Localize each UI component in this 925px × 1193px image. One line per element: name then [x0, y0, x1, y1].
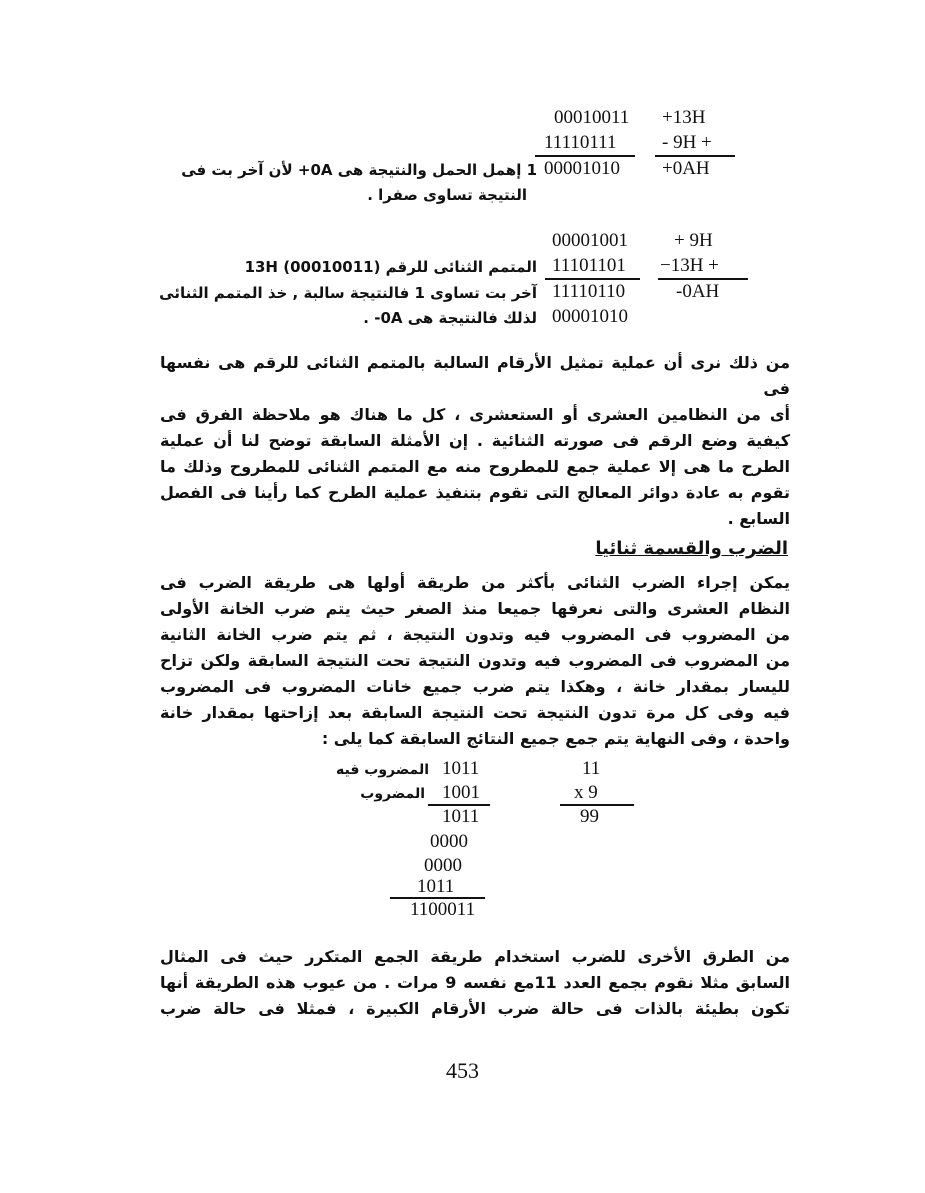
ex1-row2-hex: - 9H + — [662, 132, 712, 153]
paragraph-binary-multiplication: يمكن إجراء الضرب الثنائى بأكثر من طريقة أولها هى طريقة الضرب فى النظام العشرى والتى نعرفها جميعا منذ الصغر حيث يتم ضرب الخانة الأولى من المضروب فى المضروب فيه وتدون النتيجة ، ثم يتم ضرب الخانة الثانية من المضروب فى المضروب فيه وتدون النتيجة تحت النتيجة السابقة ولكن تزاح لليسار بمقدار خانة ، وهكذا يتم ضرب جميع خانات المضروب فى المضروب فيه وفى كل مرة تدون النتيجة تحت النتيجة السابقة بعد إزاحتها بمقدار خانة واحدة ، وفى النهاية يتم جمع جميع النتائج السابقة كما يلى : — [160, 573, 790, 748]
ex2-row1-hex: + 9H — [674, 230, 713, 251]
mult-binary-top: 1011 — [442, 758, 480, 779]
ex2-row3-note: آخر بت تساوى 1 فالنتيجة سالبة , خذ المتمم الثنائى — [159, 284, 537, 302]
section-heading: الضرب والقسمة ثنائيا — [595, 538, 788, 559]
mult-binary-result: 1100011 — [410, 899, 476, 920]
paragraph-repeated-addition: من الطرق الأخرى للضرب استخدام طريقة الجمع المتكرر حيث فى المثال السابق مثلا نقوم بجمع العدد 11مع نفسه 9 مرات . من عيوب هذه الطريقة أنها تكون بطيئة بالذات فى حالة ضرب الأرقام الكبيرة ، فمثلا فى حالة ضرب — [160, 947, 791, 1018]
ex2-row2-hex: −13H + — [660, 255, 719, 276]
ex2-row1-binary: 00001001 — [552, 230, 628, 251]
ex1-row1-hex: +13H — [662, 107, 706, 128]
mult-decimal-result: 99 — [580, 806, 599, 827]
mult-binary-multiplier: 1001 — [442, 782, 480, 803]
ex2-row3-hex: -0AH — [676, 281, 720, 302]
mult-partial-2: 0000 — [430, 831, 468, 852]
page-number: 453 — [446, 1058, 479, 1083]
mult-binary-multiplier-label: المضروب — [360, 786, 425, 802]
mult-binary-top-label: المضروب فيه — [336, 762, 429, 778]
ex2-row2-note: المتمم الثنائى للرقم 13H (00010011) — [244, 258, 537, 276]
ex1-note-line2: النتيجة تساوى صفرا . — [367, 186, 527, 204]
ex1-row1-binary: 00010011 — [554, 107, 630, 128]
ex1-rule-binary — [535, 155, 635, 157]
mult-decimal-multiplier: x 9 — [574, 782, 598, 803]
paragraph-negative-numbers: من ذلك نرى أن عملية تمثيل الأرقام السالبة بالمتمم الثنائى للرقم هى نفسها فى أى من النظامين العشرى أو الستعشرى ، كل ما هناك هو ملاحظة الفرق فى كيفية وضع الرقم فى صورته الثنائية . إن الأمثلة السابقة توضح لنا أن عملية الطرح ما هى إلا عملية جمع للمطروح منه مع المتمم الثنائى للمطروح وذلك ما تقوم به عادة دوائر المعالج التى تقوم بتنفيذ عملية الطرح كما رأينا فى الفصل السابع . — [160, 353, 790, 528]
ex2-row3-binary: 11110110 — [552, 281, 626, 302]
ex2-row2-binary: 11101101 — [552, 255, 626, 276]
ex1-row3-binary: 00001010 — [544, 158, 620, 179]
mult-partial-3: 0000 — [424, 855, 462, 876]
ex1-note-line1: 1 إهمل الحمل والنتيجة هى 0A+ لأن آخر بت فى — [181, 161, 537, 179]
ex2-rule-hex — [658, 278, 748, 280]
mult-decimal-top: 11 — [582, 758, 601, 779]
ex2-row4-binary: 00001010 — [552, 306, 628, 327]
mult-partial-4: 1011 — [417, 876, 455, 897]
ex1-rule-hex — [655, 155, 735, 157]
mult-partial-1: 1011 — [442, 806, 480, 827]
ex2-rule-binary — [545, 278, 640, 280]
ex2-row4-note: لذلك فالنتيجة هى 0A- . — [363, 309, 537, 327]
ex1-row2-binary: 11110111 — [544, 132, 617, 153]
ex1-row3-hex: +0AH — [662, 158, 710, 179]
